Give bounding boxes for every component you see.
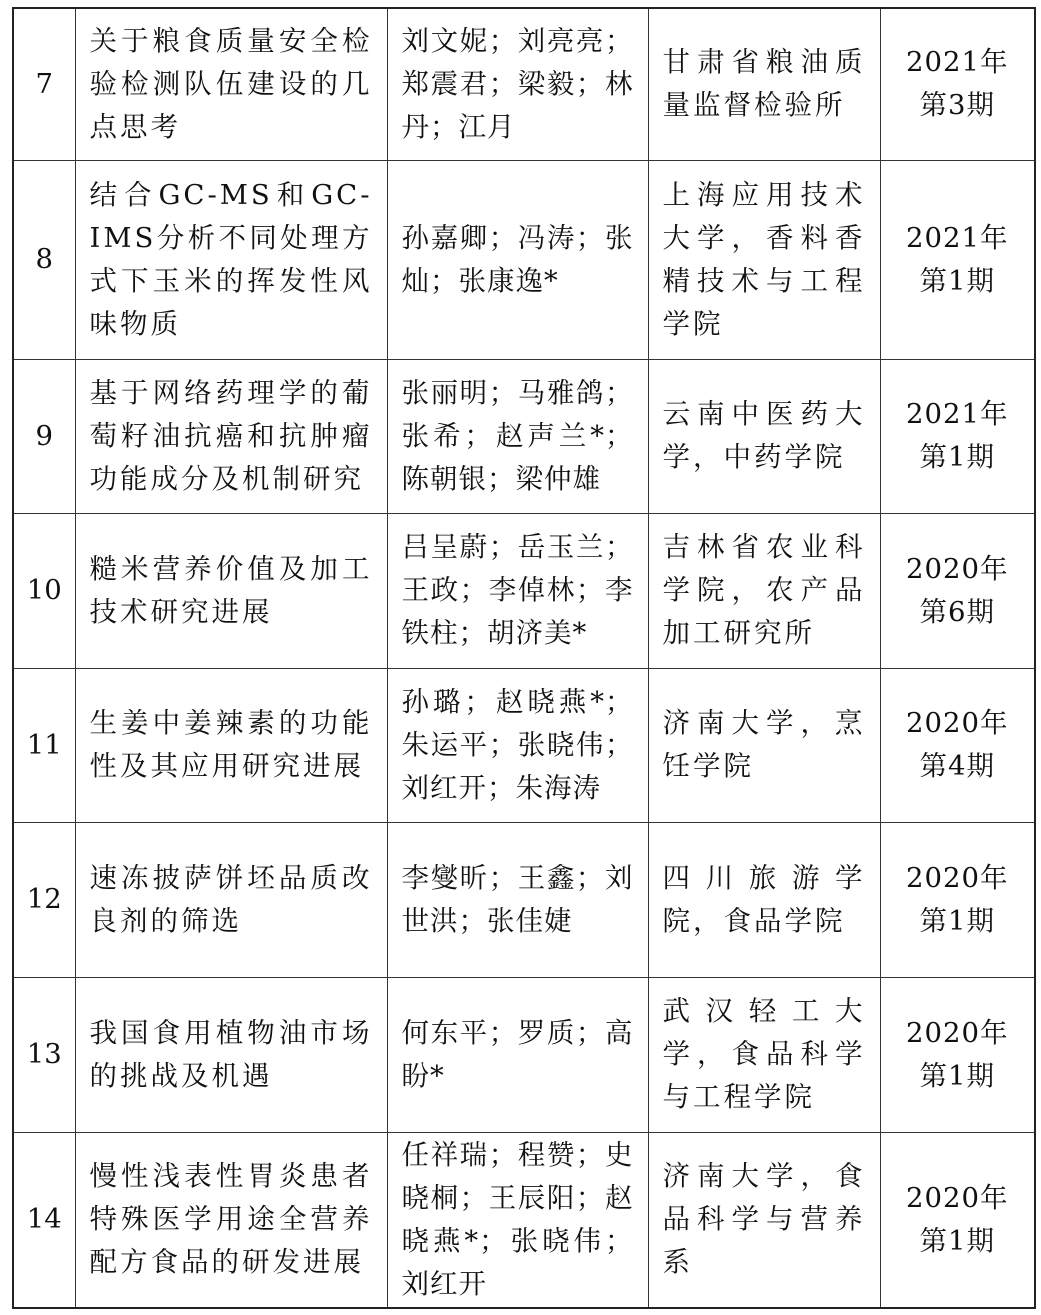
paper-affiliation: 济南大学，食品科学与营养系: [648, 1132, 880, 1308]
issue-number: 第4期: [919, 750, 995, 782]
paper-issue: [880, 513, 1035, 668]
paper-authors: 孙璐；赵晓燕*；朱运平；张晓伟；刘红开；朱海涛: [387, 668, 648, 822]
issue-year: 2021年: [906, 398, 1009, 430]
issue-year: 2020年: [906, 1181, 1009, 1214]
issue-year: 2020年: [906, 1016, 1009, 1049]
paper-authors: 孙嘉卿；冯涛；张灿；张康逸*: [387, 160, 648, 359]
row-number: 10: [13, 513, 75, 668]
table-row: [13, 8, 1035, 160]
table-row: [13, 977, 1035, 1132]
row-number: 13: [13, 977, 75, 1132]
paper-affiliation: 四川旅游学院，食品学院: [648, 822, 880, 977]
paper-authors: 刘文妮；刘亮亮；郑震君；梁毅；林丹；江月: [387, 8, 648, 160]
issue-year: 2020年: [906, 552, 1009, 585]
issue-number: 第3期: [919, 89, 995, 122]
paper-affiliation: 上海应用技术大学，香料香精技术与工程学院: [648, 160, 880, 359]
issue-year: 2020年: [906, 707, 1009, 739]
row-number: 11: [13, 668, 75, 822]
document-page: [12, 7, 1034, 1309]
paper-title: 糙米营养价值及加工技术研究进展: [75, 513, 387, 668]
paper-title: 我国食用植物油市场的挑战及机遇: [75, 977, 387, 1132]
row-number: 7: [13, 8, 75, 160]
paper-authors: 李燮昕；王鑫；刘世洪；张佳婕: [387, 822, 648, 977]
issue-number: 第1期: [919, 904, 995, 937]
paper-affiliation: 吉林省农业科学院，农产品加工研究所: [648, 513, 880, 668]
paper-affiliation: 云南中医药大学，中药学院: [648, 359, 880, 513]
row-number: 9: [13, 359, 75, 513]
issue-number: 第1期: [919, 264, 995, 297]
table-row: [13, 822, 1035, 977]
paper-title: 速冻披萨饼坯品质改良剂的筛选: [75, 822, 387, 977]
paper-issue: [880, 359, 1035, 513]
paper-title: 关于粮食质量安全检验检测队伍建设的几点思考: [75, 8, 387, 160]
issue-number: 第1期: [919, 1224, 995, 1257]
paper-issue: [880, 668, 1035, 822]
paper-issue: [880, 977, 1035, 1132]
paper-authors: 吕呈蔚；岳玉兰；王政；李倬林；李铁柱；胡济美*: [387, 513, 648, 668]
table-row: [13, 1132, 1035, 1308]
row-number: 14: [13, 1132, 75, 1308]
issue-year: 2021年: [906, 221, 1009, 254]
issue-number: 第1期: [919, 1059, 995, 1092]
issue-number: 第1期: [919, 441, 995, 473]
paper-affiliation: 甘肃省粮油质量监督检验所: [648, 8, 880, 160]
issue-year: 2020年: [906, 861, 1009, 894]
paper-authors: 何东平；罗质；高盼*: [387, 977, 648, 1132]
table-row: [13, 160, 1035, 359]
paper-affiliation: 济南大学，烹饪学院: [648, 668, 880, 822]
paper-authors: 张丽明；马雅鸽；张希；赵声兰*；陈朝银；梁仲雄: [387, 359, 648, 513]
paper-title: 生姜中姜辣素的功能性及其应用研究进展: [75, 668, 387, 822]
paper-title: 基于网络药理学的葡萄籽油抗癌和抗肿瘤功能成分及机制研究: [75, 359, 387, 513]
paper-title: 慢性浅表性胃炎患者特殊医学用途全营养配方食品的研发进展: [75, 1132, 387, 1308]
issue-number: 第6期: [919, 595, 995, 628]
paper-issue: [880, 8, 1035, 160]
paper-authors: 任祥瑞；程赞；史晓桐；王辰阳；赵晓燕*；张晓伟；刘红开: [387, 1132, 648, 1308]
table-row: [13, 359, 1035, 513]
table-row: [13, 513, 1035, 668]
issue-year: 2021年: [906, 46, 1009, 79]
paper-issue: [880, 822, 1035, 977]
paper-issue: [880, 160, 1035, 359]
paper-title: 结合GC-MS和GC-IMS分析不同处理方式下玉米的挥发性风味物质: [75, 160, 387, 359]
row-number: 8: [13, 160, 75, 359]
paper-affiliation: 武汉轻工大学，食品科学与工程学院: [648, 977, 880, 1132]
row-number: 12: [13, 822, 75, 977]
papers-table: [12, 7, 1036, 1309]
paper-issue: [880, 1132, 1035, 1308]
table-row: [13, 668, 1035, 822]
